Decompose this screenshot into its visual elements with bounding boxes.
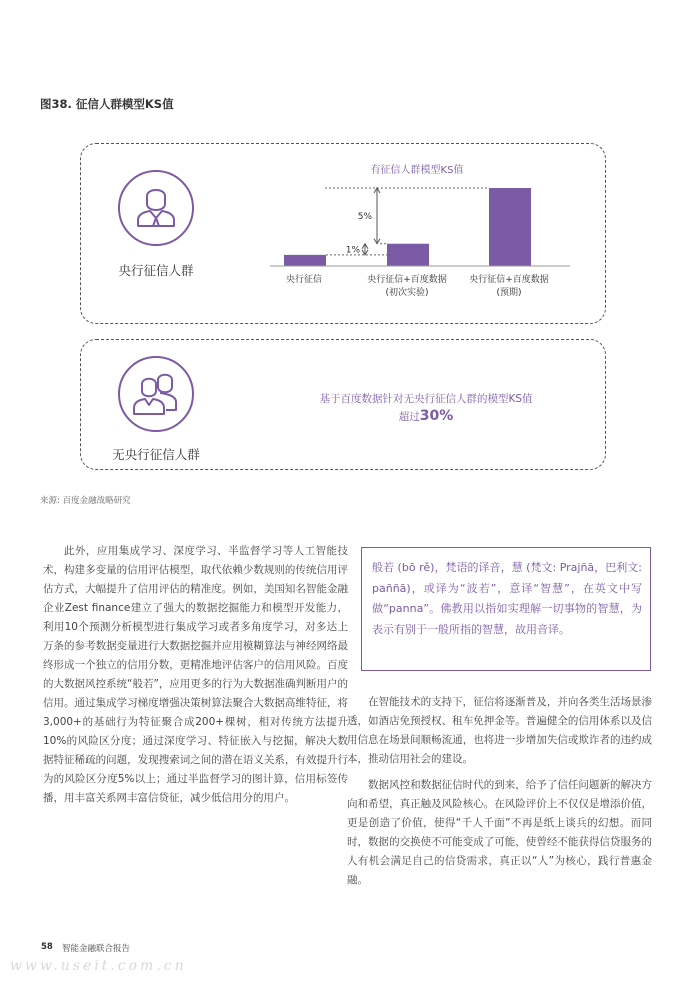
page-number: 58 — [41, 942, 53, 952]
annotation-label: 1% — [345, 245, 360, 256]
group-label-with-credit: 央行征信人群 — [118, 263, 194, 278]
x-tick-label: 央行征信+百度数据 (初次实验) — [367, 275, 447, 298]
people-icon — [118, 356, 194, 432]
source-note: 来源: 百度金融战略研究 — [40, 496, 131, 506]
right-paragraph-1: 在智能技术的支持下，征信将逐渐普及，并向各类生活场景渗透，如酒店免预授权、租车免押金等。普遍健全的信用体系以及信用信息在场景间顺畅流通，也将进一步增加失信或欺诈者的违约成本，推动信用社会的建设。 — [347, 696, 652, 765]
annotation-label: 5% — [357, 211, 372, 222]
x-tick-label: 央行征信 — [285, 275, 322, 285]
x-tick-label: 央行征信+百度数据 (预期) — [469, 275, 549, 298]
chart-title: 有征信人群模型KS值 — [370, 165, 464, 176]
term-quote-box: 般若 (bō rě)，梵语的译音，慧 (梵文: Prajñā，巴利文: paññā)，或译为“波若”，意译“智慧”，在英文中写做“panna”。佛教用以指如实理解一切事物的智慧，为表示有别于一般所指的智慧，故用音译。 — [361, 547, 651, 671]
bar — [387, 244, 429, 266]
group-label-without-credit: 无央行征信人群 — [112, 447, 200, 462]
bar — [489, 188, 531, 266]
figure-title: 图38. 征信人群模型KS值 — [40, 97, 174, 111]
report-title: 智能金融联合报告 — [62, 944, 131, 954]
bar — [284, 255, 326, 266]
ks-highlight: 基于百度数据针对无央行征信人群的模型KS值 超过30% — [319, 393, 533, 424]
watermark: www.useit.com.cn — [10, 958, 187, 974]
left-paragraph: 此外，应用集成学习、深度学习、半监督学习等人工智能技术，构建多变量的信用评估模型，取代依赖少数规则的传统信用评估方式，大幅提升了信用评估的精准度。例如，美国知名智能金融企业Zest finance建立了强大的数据挖掘能力和模型开发能力，利用10个预测分析模型进行集成学习或者多角度学习，对多达上万条的参考数据变量进行大数据挖掘并应用模糊算法与神经网络最终形成一个独立的信用分数，更精准地评估客户的信用风险。百度的大数据风控系统“般若”，应用更多的行为大数据准确判断用户的信用。通过集成学习梯度增强决策树算法聚合大数据高维特征，将3,000+的基础行为特征聚合成200+棵树，相对传统方法提升10%的风险区分度；通过深度学习、特征嵌入与挖掘，解决大数据特征稀疏的问题，发现搜索词之间的潜在语义关系，有效提升行为的风险区分度5%以上；通过半监督学习的图计算，信用标签传播，用丰富关系网丰富信贷征，减少低信用分的用户。 — [43, 545, 348, 804]
person-icon — [118, 170, 194, 246]
right-paragraph-2: 数据风控和数据征信时代的到来，给予了信任问题新的解决方向和希望，真正触及风险核心。在风险评价上不仅仅是增添价值，更是创造了价值，使得“千人千面”不再是纸上谈兵的幻想。而同时，数据的交换使不可能变成了可能，使曾经不能获得信贷服务的人有机会满足自己的信贷需求，真正以“人”为核心，践行普惠金融。 — [347, 779, 652, 886]
